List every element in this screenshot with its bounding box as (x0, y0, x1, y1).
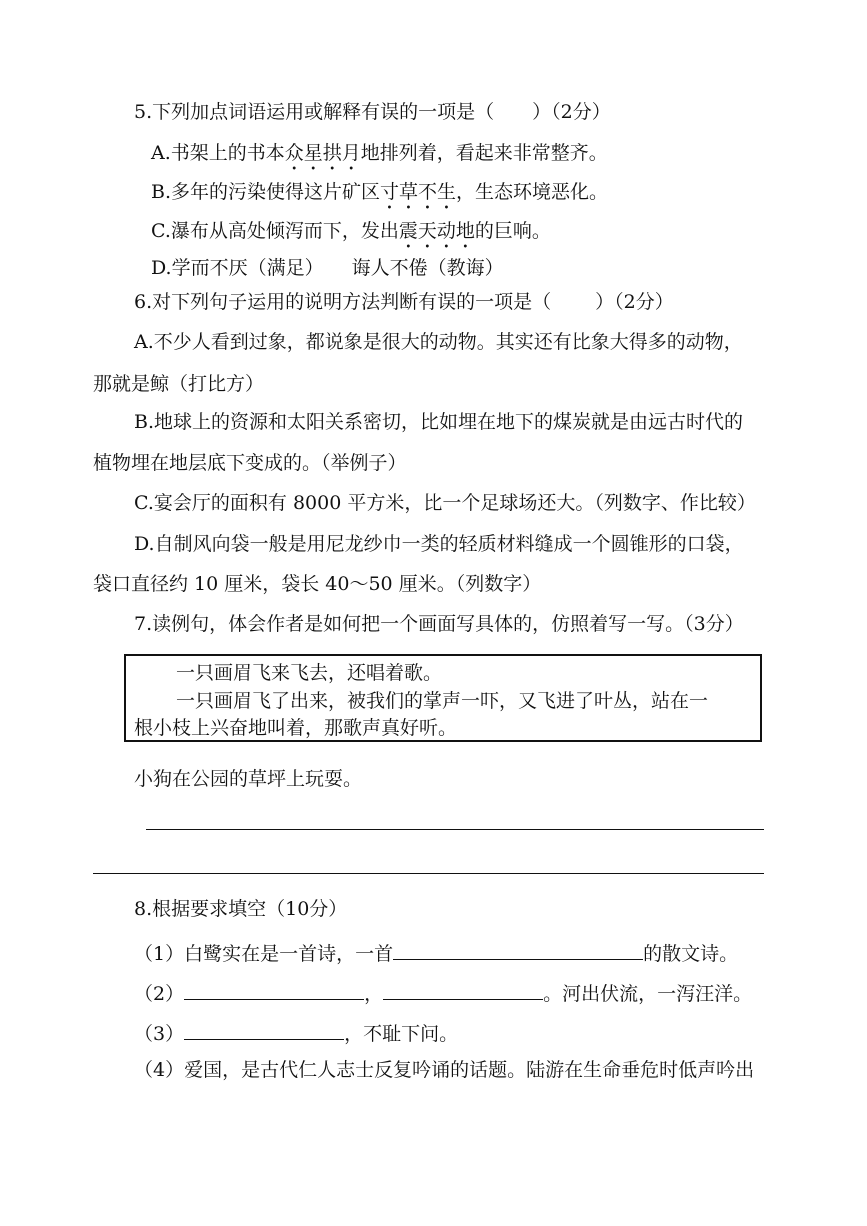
q8-item-3: （3） ，不耻下问。 (134, 1023, 459, 1045)
q6-option-c: C.宴会厅的面积有 8000 平方米，比一个足球场还大。（列数字、作比较） (134, 492, 756, 514)
q5-stem-text: 5.下列加点词语运用或解释有误的一项是（ (134, 101, 495, 123)
example-sentence-2-line2: 根小枝上兴奋地叫着，那歌声真好听。 (134, 717, 458, 739)
q7-answer-line-2[interactable] (93, 873, 764, 874)
q5-option-b: B.多年的污染使得这片矿区寸草不生，生态环境恶化。 (151, 181, 609, 203)
q5-stem-points: ）（2分） (532, 101, 611, 123)
q8-blank-1[interactable] (393, 941, 643, 960)
q5-c-dotted-word: 震天动地 (398, 220, 475, 242)
q6-option-a-line1: A.不少人看到过象，都说象是很大的动物。其实还有比象大得多的动物， (134, 331, 743, 353)
q5-option-a: A.书架上的书本众星拱月地排列着，看起来非常整齐。 (151, 142, 608, 164)
q8-item-2: （2） ， 。河出伏流，一泻汪洋。 (134, 983, 753, 1005)
example-sentence-1: 一只画眉飞来飞去，还唱着歌。 (176, 662, 443, 684)
q6-option-d-line1: D.自制风向袋一般是用尼龙纱巾一类的轻质材料缝成一个圆锥形的口袋， (134, 533, 744, 555)
q7-answer-line-1[interactable] (146, 829, 764, 830)
q8-blank-2b[interactable] (383, 981, 543, 1000)
q5-b-dotted-word: 寸草不生 (380, 181, 457, 203)
q5-a-dotted-word: 众星拱月 (284, 142, 361, 164)
question-5-stem (134, 103, 611, 122)
q8-blank-2a[interactable] (184, 981, 364, 1000)
q6-option-b-line2: 植物埋在地层底下变成的。（举例子） (93, 452, 407, 474)
question-8-stem: 8.根据要求填空（10分） (134, 898, 348, 920)
q7-prompt-sentence: 小狗在公园的草坪上玩耍。 (134, 768, 363, 790)
q8-item-4: （4）爱国，是古代仁人志士反复吟诵的话题。陆游在生命垂危时低声吟出 (134, 1059, 755, 1081)
q6-option-b-line1: B.地球上的资源和太阳关系密切，比如埋在地下的煤炭就是由远古时代的 (134, 411, 744, 433)
q8-blank-3[interactable] (184, 1021, 344, 1040)
q5-option-c: C.瀑布从高处倾泻而下，发出震天动地的巨响。 (151, 220, 551, 242)
question-7-stem: 7.读例句，体会作者是如何把一个画面写具体的，仿照着写一写。（3分） (134, 613, 744, 635)
q6-option-d-line2: 袋口直径约 10 厘米，袋长 40～50 厘米。（列数字） (93, 573, 542, 595)
q6-option-a-line2: 那就是鲸（打比方） (93, 373, 265, 395)
example-sentence-2-line1: 一只画眉飞了出来，被我们的掌声一吓，又飞进了叶丛，站在一 (176, 690, 709, 712)
question-6-stem: 6.对下列句子运用的说明方法判断有误的一项是（ ）（2分） (134, 291, 674, 313)
q5-option-d: D.学而不厌（满足） 诲人不倦（教诲） (151, 257, 504, 279)
q8-item-1: （1）白鹭实在是一首诗，一首 的散文诗。 (134, 943, 739, 965)
